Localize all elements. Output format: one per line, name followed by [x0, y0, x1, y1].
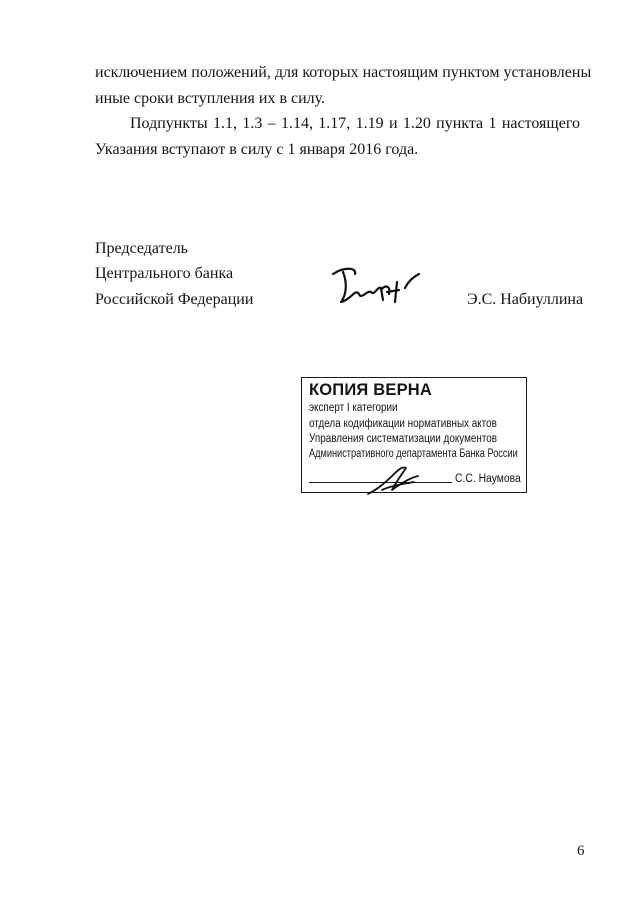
- stamp-name: С.С. Наумова: [455, 473, 521, 485]
- stamp-directorate: Управления систематизации документов: [309, 433, 498, 445]
- signer-name: Э.С. Набиуллина: [467, 291, 584, 308]
- stamp-position: эксперт I категории: [309, 402, 398, 414]
- paragraph-1-line-1: исключением положений, для которых настоящим пунктом установлены: [95, 64, 592, 81]
- paragraph-2-line-1: Подпункты 1.1, 1.3 – 1.14, 1.17, 1.19 и 1.20 пункта 1 настоящего: [130, 115, 580, 132]
- signer-title-line-2: Центрального банка: [95, 265, 234, 282]
- stamp-signature-icon: [362, 460, 432, 500]
- page-number: 6: [577, 843, 585, 859]
- stamp-heading: КОПИЯ ВЕРНА: [309, 381, 433, 399]
- paragraph-1-line-2: иные сроки вступления их в силу.: [95, 90, 326, 107]
- paragraph-2-line-2: Указания вступают в силу с 1 января 2016 года.: [95, 141, 419, 158]
- stamp-organization: Административного департамента Банка России: [309, 448, 518, 460]
- signer-title-line-3: Российской Федерации: [95, 291, 254, 308]
- stamp-department: отдела кодификации нормативных актов: [309, 418, 497, 430]
- handwritten-signature-icon: [325, 260, 425, 312]
- signer-title-line-1: Председатель: [95, 240, 188, 257]
